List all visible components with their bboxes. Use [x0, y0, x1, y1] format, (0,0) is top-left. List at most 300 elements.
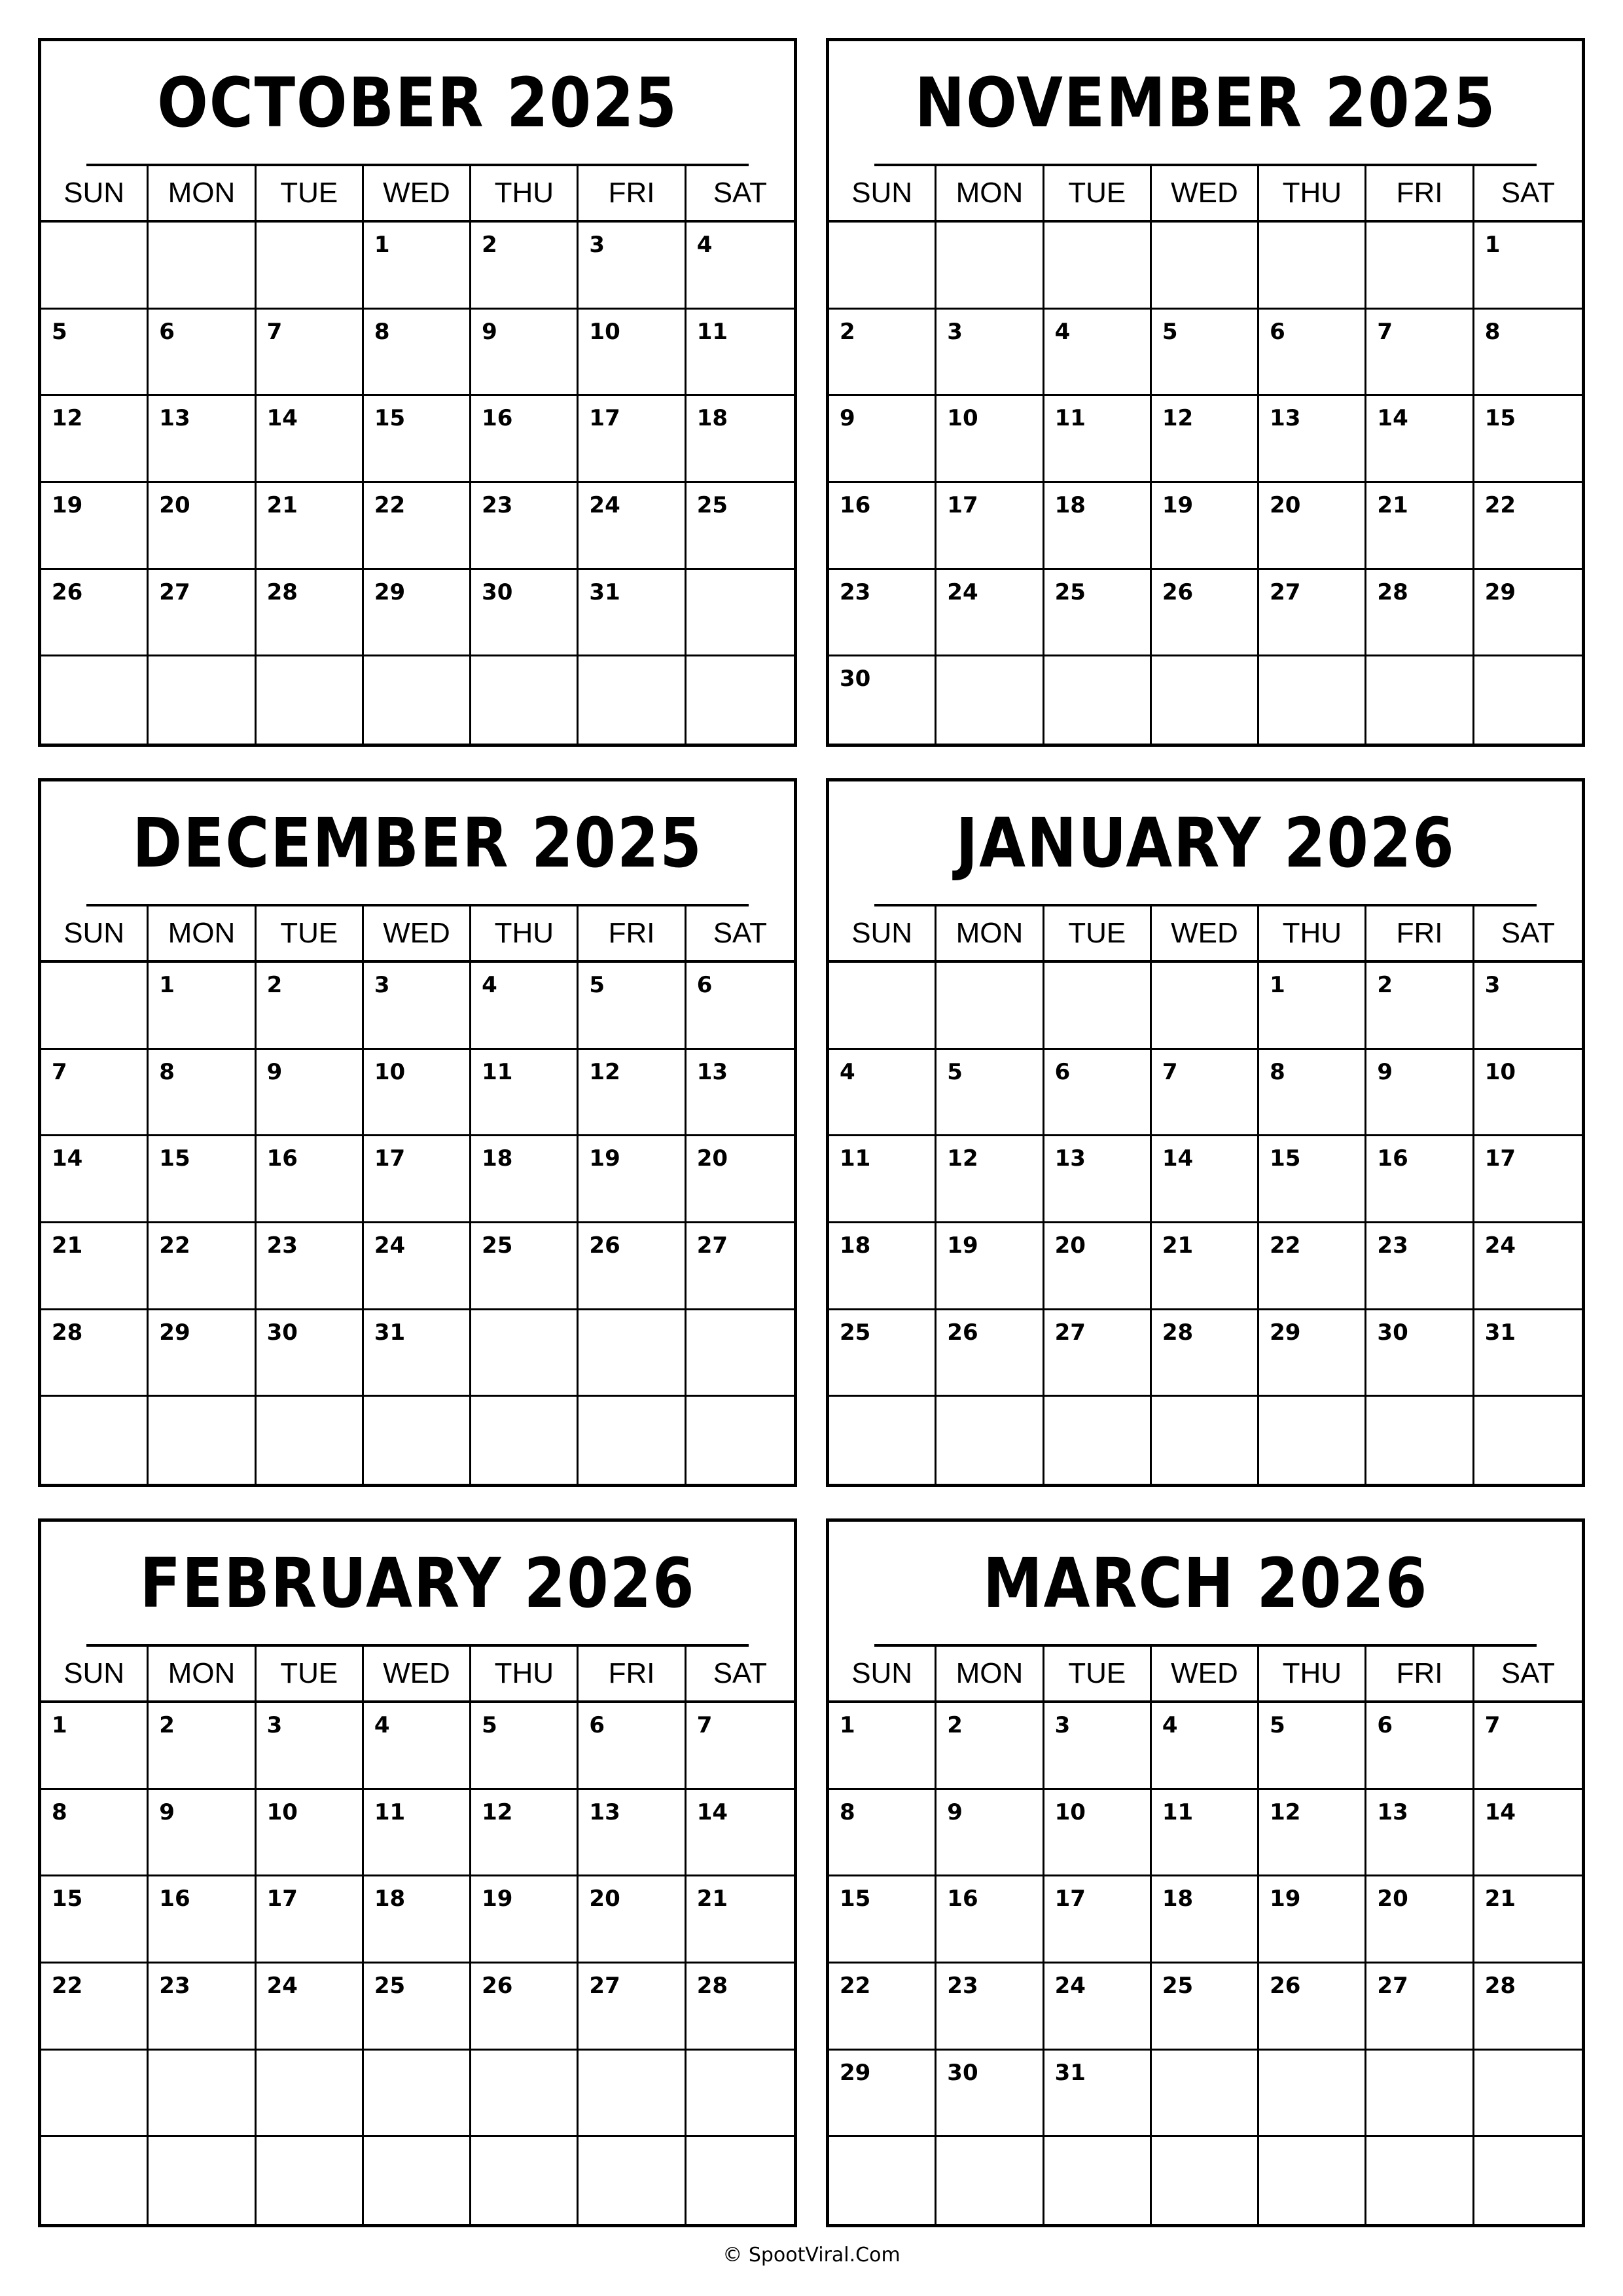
day-cell: 19	[41, 483, 149, 570]
day-cell: 29	[829, 2051, 936, 2138]
day-cell	[936, 656, 1044, 744]
day-cell: 5	[41, 310, 149, 397]
day-cell: 15	[1474, 396, 1582, 483]
day-cell: 10	[936, 396, 1044, 483]
day-cell: 7	[41, 1050, 149, 1137]
day-cell	[149, 656, 256, 744]
day-cell: 9	[149, 1790, 256, 1877]
day-cell	[1152, 2137, 1259, 2224]
day-cell: 12	[471, 1790, 579, 1877]
day-cell: 31	[1474, 1310, 1582, 1397]
day-cell	[257, 656, 364, 744]
day-cell	[1259, 1397, 1366, 1484]
day-cell: 20	[687, 1136, 794, 1223]
month-calendar	[38, 38, 797, 747]
day-cell: 25	[687, 483, 794, 570]
day-cell: 21	[1474, 1876, 1582, 1964]
day-cell: 31	[1044, 2051, 1152, 2138]
day-cell: 21	[257, 483, 364, 570]
day-cell: 14	[1366, 396, 1474, 483]
weekday-header-row	[829, 1647, 1582, 1703]
weekday-label: TUE	[1044, 166, 1152, 220]
day-cell: 5	[471, 1703, 579, 1790]
day-cell: 26	[1259, 1964, 1366, 2051]
day-cell: 24	[936, 570, 1044, 657]
day-cell	[41, 2051, 149, 2138]
day-cell: 20	[579, 1876, 686, 1964]
weekday-label: SAT	[1501, 177, 1555, 209]
day-cell: 8	[829, 1790, 936, 1877]
weekday-label: TUE	[1044, 906, 1152, 960]
weekday-label: FRI	[1366, 166, 1474, 220]
day-cell: 13	[1259, 396, 1366, 483]
day-grid	[829, 1703, 1582, 2224]
day-cell: 20	[1366, 1876, 1474, 1964]
day-cell: 22	[1474, 483, 1582, 570]
month-title: DECEMBER 2025	[86, 781, 749, 906]
day-cell	[257, 2137, 364, 2224]
weekday-label: SAT	[713, 1657, 767, 1689]
month-title: OCTOBER 2025	[86, 41, 749, 166]
day-cell: 11	[364, 1790, 471, 1877]
day-cell: 13	[1366, 1790, 1474, 1877]
weekday-label: FRI	[1366, 1647, 1474, 1700]
day-cell: 15	[364, 396, 471, 483]
day-cell: 16	[149, 1876, 256, 1964]
day-cell	[687, 570, 794, 657]
day-cell	[1259, 223, 1366, 310]
weekday-label: MON	[936, 166, 1044, 220]
weekday-label: SUN	[829, 906, 936, 960]
day-cell	[1474, 1397, 1582, 1484]
day-cell	[579, 2137, 686, 2224]
day-cell: 17	[1044, 1876, 1152, 1964]
weekday-header-row	[41, 906, 794, 963]
day-grid	[41, 963, 794, 1484]
day-cell: 28	[1152, 1310, 1259, 1397]
day-cell: 8	[41, 1790, 149, 1877]
day-cell	[41, 963, 149, 1050]
day-cell: 22	[41, 1964, 149, 2051]
day-cell	[41, 656, 149, 744]
day-cell: 3	[579, 223, 686, 310]
day-cell: 16	[471, 396, 579, 483]
day-cell: 23	[1366, 1223, 1474, 1310]
day-cell	[1044, 2137, 1152, 2224]
day-cell	[687, 656, 794, 744]
day-cell: 19	[1152, 483, 1259, 570]
day-cell: 7	[257, 310, 364, 397]
day-cell	[364, 2051, 471, 2138]
day-cell	[936, 963, 1044, 1050]
weekday-label: TUE	[257, 1647, 364, 1700]
day-cell	[936, 1397, 1044, 1484]
day-cell	[1366, 656, 1474, 744]
weekday-label: SAT	[1501, 1657, 1555, 1689]
day-cell: 4	[1044, 310, 1152, 397]
day-cell	[257, 1397, 364, 1484]
day-cell: 4	[364, 1703, 471, 1790]
day-cell: 4	[471, 963, 579, 1050]
day-cell: 17	[936, 483, 1044, 570]
weekday-label: TUE	[257, 166, 364, 220]
day-cell: 9	[257, 1050, 364, 1137]
day-cell: 11	[1044, 396, 1152, 483]
day-cell	[471, 2137, 579, 2224]
day-cell: 19	[579, 1136, 686, 1223]
day-cell	[364, 656, 471, 744]
weekday-label: WED	[364, 1647, 471, 1700]
day-cell	[829, 2137, 936, 2224]
day-cell: 6	[579, 1703, 686, 1790]
weekday-label: WED	[1152, 1647, 1259, 1700]
day-cell: 23	[257, 1223, 364, 1310]
day-cell: 11	[829, 1136, 936, 1223]
day-cell: 30	[829, 656, 936, 744]
day-cell: 28	[1474, 1964, 1582, 2051]
day-cell: 18	[1044, 483, 1152, 570]
day-cell: 9	[829, 396, 936, 483]
month-title: FEBRUARY 2026	[86, 1522, 749, 1647]
day-cell: 25	[364, 1964, 471, 2051]
day-cell	[257, 2051, 364, 2138]
day-cell	[149, 1397, 256, 1484]
day-cell	[1259, 656, 1366, 744]
day-cell	[471, 1310, 579, 1397]
day-cell: 25	[1044, 570, 1152, 657]
day-cell: 9	[1366, 1050, 1474, 1137]
day-cell	[41, 223, 149, 310]
day-cell: 19	[936, 1223, 1044, 1310]
day-cell: 8	[149, 1050, 256, 1137]
weekday-label: WED	[364, 166, 471, 220]
day-cell	[364, 1397, 471, 1484]
day-cell: 2	[257, 963, 364, 1050]
weekday-label: WED	[364, 906, 471, 960]
day-cell: 10	[364, 1050, 471, 1137]
day-cell: 21	[687, 1876, 794, 1964]
day-cell: 26	[471, 1964, 579, 2051]
day-cell: 29	[149, 1310, 256, 1397]
day-cell	[1366, 2137, 1474, 2224]
day-cell: 8	[1474, 310, 1582, 397]
day-grid	[41, 223, 794, 744]
day-cell	[579, 656, 686, 744]
day-cell: 9	[936, 1790, 1044, 1877]
day-cell: 2	[471, 223, 579, 310]
day-cell: 28	[687, 1964, 794, 2051]
weekday-label: TUE	[257, 906, 364, 960]
day-cell: 11	[471, 1050, 579, 1137]
day-cell	[1152, 223, 1259, 310]
day-cell: 22	[1259, 1223, 1366, 1310]
day-cell: 26	[41, 570, 149, 657]
day-cell: 18	[687, 396, 794, 483]
weekday-label: THU	[1259, 166, 1366, 220]
day-cell	[687, 1310, 794, 1397]
day-cell: 10	[1044, 1790, 1152, 1877]
day-cell: 23	[149, 1964, 256, 2051]
day-cell: 1	[1259, 963, 1366, 1050]
day-cell	[1259, 2051, 1366, 2138]
weekday-label: TUE	[1044, 1647, 1152, 1700]
weekday-label: SAT	[713, 177, 767, 209]
day-cell: 25	[1152, 1964, 1259, 2051]
day-cell: 20	[1044, 1223, 1152, 1310]
weekday-label: THU	[1259, 906, 1366, 960]
weekday-label: SUN	[41, 1647, 149, 1700]
day-cell: 1	[829, 1703, 936, 1790]
weekday-label: FRI	[579, 1647, 686, 1700]
day-cell: 2	[149, 1703, 256, 1790]
day-cell	[1044, 963, 1152, 1050]
day-cell: 3	[1474, 963, 1582, 1050]
day-cell: 6	[687, 963, 794, 1050]
footer-credit: © SpootViral.Com	[722, 2244, 901, 2267]
day-cell: 24	[1044, 1964, 1152, 2051]
day-cell	[829, 223, 936, 310]
weekday-label: SAT	[1501, 917, 1555, 949]
day-cell: 16	[257, 1136, 364, 1223]
day-cell: 18	[1152, 1876, 1259, 1964]
day-cell: 22	[829, 1964, 936, 2051]
day-cell: 28	[41, 1310, 149, 1397]
day-cell: 26	[936, 1310, 1044, 1397]
day-cell: 31	[364, 1310, 471, 1397]
weekday-label: MON	[936, 906, 1044, 960]
day-grid	[829, 963, 1582, 1484]
day-cell: 29	[1474, 570, 1582, 657]
day-cell: 24	[579, 483, 686, 570]
day-cell: 20	[1259, 483, 1366, 570]
day-cell	[257, 223, 364, 310]
day-grid	[829, 223, 1582, 744]
day-cell: 4	[687, 223, 794, 310]
day-cell	[1152, 656, 1259, 744]
weekday-header-row	[829, 906, 1582, 963]
day-cell: 6	[1044, 1050, 1152, 1137]
day-cell: 15	[41, 1876, 149, 1964]
day-cell: 11	[1152, 1790, 1259, 1877]
day-cell	[364, 2137, 471, 2224]
day-cell: 28	[257, 570, 364, 657]
day-cell: 27	[579, 1964, 686, 2051]
day-cell: 23	[471, 483, 579, 570]
day-cell: 18	[471, 1136, 579, 1223]
day-cell: 26	[1152, 570, 1259, 657]
day-cell: 5	[1152, 310, 1259, 397]
day-cell: 17	[1474, 1136, 1582, 1223]
day-cell: 16	[829, 483, 936, 570]
day-cell	[1366, 223, 1474, 310]
day-cell: 26	[579, 1223, 686, 1310]
day-cell: 7	[687, 1703, 794, 1790]
weekday-label: THU	[471, 1647, 579, 1700]
day-cell: 24	[1474, 1223, 1582, 1310]
weekday-label: THU	[471, 906, 579, 960]
day-cell	[1044, 223, 1152, 310]
day-cell: 14	[41, 1136, 149, 1223]
day-cell: 24	[257, 1964, 364, 2051]
weekday-label: MON	[149, 166, 256, 220]
day-cell: 29	[364, 570, 471, 657]
day-cell: 30	[257, 1310, 364, 1397]
day-cell	[41, 2137, 149, 2224]
day-cell: 1	[149, 963, 256, 1050]
day-cell: 6	[1366, 1703, 1474, 1790]
day-cell: 7	[1474, 1703, 1582, 1790]
day-grid	[41, 1703, 794, 2224]
weekday-label: SUN	[41, 906, 149, 960]
day-cell: 13	[149, 396, 256, 483]
day-cell: 14	[1152, 1136, 1259, 1223]
day-cell	[1366, 1397, 1474, 1484]
day-cell: 22	[364, 483, 471, 570]
day-cell: 30	[936, 2051, 1044, 2138]
day-cell	[149, 223, 256, 310]
weekday-label: MON	[149, 1647, 256, 1700]
day-cell: 30	[1366, 1310, 1474, 1397]
day-cell: 2	[936, 1703, 1044, 1790]
day-cell	[579, 1310, 686, 1397]
day-cell: 10	[1474, 1050, 1582, 1137]
day-cell: 23	[936, 1964, 1044, 2051]
weekday-header-row	[829, 166, 1582, 223]
month-calendar	[38, 1518, 797, 2227]
day-cell	[1152, 2051, 1259, 2138]
day-cell: 7	[1366, 310, 1474, 397]
weekday-label: SUN	[829, 1647, 936, 1700]
day-cell: 27	[1044, 1310, 1152, 1397]
day-cell	[471, 1397, 579, 1484]
day-cell: 22	[149, 1223, 256, 1310]
day-cell: 8	[1259, 1050, 1366, 1137]
month-calendar	[826, 38, 1585, 747]
day-cell: 12	[1152, 396, 1259, 483]
day-cell	[579, 1397, 686, 1484]
day-cell: 21	[1152, 1223, 1259, 1310]
day-cell	[1259, 2137, 1366, 2224]
day-cell	[1152, 963, 1259, 1050]
day-cell: 31	[579, 570, 686, 657]
weekday-label: WED	[1152, 906, 1259, 960]
day-cell: 6	[1259, 310, 1366, 397]
day-cell: 19	[1259, 1876, 1366, 1964]
day-cell: 4	[829, 1050, 936, 1137]
weekday-label: FRI	[579, 906, 686, 960]
day-cell: 12	[1259, 1790, 1366, 1877]
weekday-label: FRI	[579, 166, 686, 220]
day-cell: 13	[1044, 1136, 1152, 1223]
day-cell	[829, 963, 936, 1050]
day-cell: 4	[1152, 1703, 1259, 1790]
day-cell	[829, 1397, 936, 1484]
weekday-label: SUN	[41, 166, 149, 220]
day-cell: 12	[41, 396, 149, 483]
day-cell: 14	[1474, 1790, 1582, 1877]
day-cell: 27	[1366, 1964, 1474, 2051]
day-cell	[1044, 656, 1152, 744]
day-cell: 20	[149, 483, 256, 570]
day-cell: 29	[1259, 1310, 1366, 1397]
day-cell: 1	[364, 223, 471, 310]
weekday-label: THU	[471, 166, 579, 220]
weekday-label: MON	[149, 906, 256, 960]
day-cell: 18	[364, 1876, 471, 1964]
day-cell	[936, 2137, 1044, 2224]
day-cell	[1366, 2051, 1474, 2138]
day-cell: 5	[1259, 1703, 1366, 1790]
day-cell	[1474, 2051, 1582, 2138]
day-cell: 15	[1259, 1136, 1366, 1223]
day-cell	[1044, 1397, 1152, 1484]
day-cell: 3	[257, 1703, 364, 1790]
month-title: NOVEMBER 2025	[874, 41, 1537, 166]
day-cell: 17	[579, 396, 686, 483]
day-cell: 14	[257, 396, 364, 483]
day-cell: 17	[257, 1876, 364, 1964]
day-cell	[471, 2051, 579, 2138]
day-cell	[1474, 2137, 1582, 2224]
day-cell: 9	[471, 310, 579, 397]
weekday-label: FRI	[1366, 906, 1474, 960]
day-cell	[687, 1397, 794, 1484]
day-cell	[41, 1397, 149, 1484]
month-calendar	[826, 1518, 1585, 2227]
day-cell: 27	[687, 1223, 794, 1310]
month-title: JANUARY 2026	[874, 781, 1537, 906]
day-cell: 16	[936, 1876, 1044, 1964]
weekday-label: SAT	[713, 917, 767, 949]
day-cell	[687, 2137, 794, 2224]
day-cell: 30	[471, 570, 579, 657]
day-cell: 24	[364, 1223, 471, 1310]
month-calendar	[38, 778, 797, 1487]
day-cell	[687, 2051, 794, 2138]
day-cell: 19	[471, 1876, 579, 1964]
day-cell: 3	[936, 310, 1044, 397]
day-cell: 12	[936, 1136, 1044, 1223]
day-cell: 15	[829, 1876, 936, 1964]
day-cell	[936, 223, 1044, 310]
weekday-label: SUN	[829, 166, 936, 220]
day-cell: 7	[1152, 1050, 1259, 1137]
day-cell: 23	[829, 570, 936, 657]
day-cell: 21	[41, 1223, 149, 1310]
weekday-label: MON	[936, 1647, 1044, 1700]
month-calendar	[826, 778, 1585, 1487]
day-cell: 15	[149, 1136, 256, 1223]
day-cell: 8	[364, 310, 471, 397]
day-cell: 6	[149, 310, 256, 397]
day-cell: 11	[687, 310, 794, 397]
day-cell: 1	[41, 1703, 149, 1790]
day-cell: 5	[579, 963, 686, 1050]
day-cell: 10	[257, 1790, 364, 1877]
day-cell: 25	[471, 1223, 579, 1310]
day-cell	[1152, 1397, 1259, 1484]
day-cell: 5	[936, 1050, 1044, 1137]
day-cell: 13	[687, 1050, 794, 1137]
day-cell: 25	[829, 1310, 936, 1397]
day-cell: 17	[364, 1136, 471, 1223]
day-cell: 27	[149, 570, 256, 657]
day-cell: 12	[579, 1050, 686, 1137]
day-cell: 1	[1474, 223, 1582, 310]
day-cell: 18	[829, 1223, 936, 1310]
day-cell: 3	[1044, 1703, 1152, 1790]
day-cell: 21	[1366, 483, 1474, 570]
